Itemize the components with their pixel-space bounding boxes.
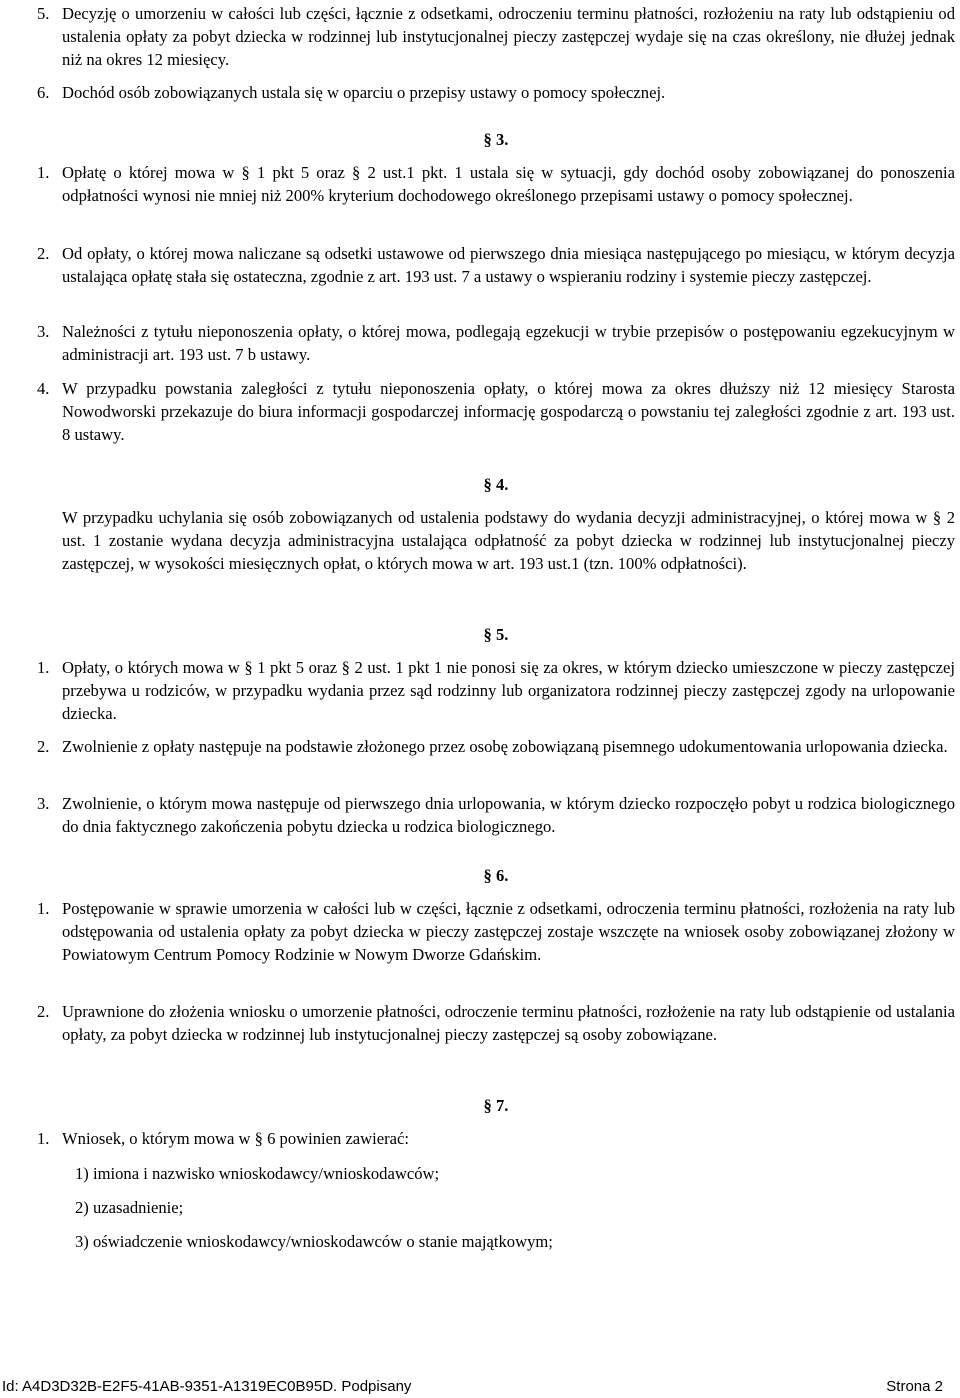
item-number: 3. xyxy=(37,794,50,813)
page-number: Strona 2 xyxy=(886,1378,943,1395)
item-text: W przypadku powstania zaległości z tytułu nieponoszenia opłaty, o której mowa za okres dłuższy niż 12 miesięcy Starosta Nowodworski przekazuje do biura informacji gospodarczej informację gospodarczą o powstaniu tej zaległości zgodnie z art. 193 ust. 8 ustawy. xyxy=(62,379,955,444)
item-number: 2. xyxy=(37,244,50,263)
paragraph-number: 6. xyxy=(37,83,50,102)
item-text: Od opłaty, o której mowa naliczane są odsetki ustawowe od pierwszego dnia miesiąca następującego po miesiącu, w którym decyzja ustalająca opłatę stała się ostateczna, zgodnie z art. 193 ust. 7 a ustawy o wspieraniu rodziny i systemie pieczy zastępczej. xyxy=(62,244,955,286)
list-item-2: 2) uzasadnienie; xyxy=(75,1198,184,1217)
section-5-item-2 xyxy=(37,735,955,758)
section-heading-5: § 5. xyxy=(483,625,509,644)
item-number: 3. xyxy=(37,322,50,341)
section-3-item-3 xyxy=(37,320,955,366)
paragraph-number: 5. xyxy=(37,4,50,23)
item-number: 2. xyxy=(37,1002,50,1021)
section-heading-3: § 3. xyxy=(483,130,509,149)
paragraph-6 xyxy=(37,81,955,104)
item-number: 1. xyxy=(37,899,50,918)
document-id: Id: A4D3D32B-E2F5-41AB-9351-A1319EC0B95D. Podpisany xyxy=(2,1378,412,1395)
section-3-item-4 xyxy=(37,377,955,446)
item-text: Postępowanie w sprawie umorzenia w całości lub w części, łącznie z odsetkami, odroczenia terminu płatności, rozłożenia na raty lub odstępowania od ustalenia opłaty za pobyt dziecka w pieczy zastępczej zostaje wszczęte na wniosek osoby zobowiązanej złożony w Powiatowym Centrum Pomocy Rodzinie w Nowym Dworze Gdańskim. xyxy=(62,899,955,964)
paragraph-5 xyxy=(37,2,955,71)
section-7-item-1 xyxy=(37,1127,955,1150)
section-6-item-1 xyxy=(37,897,955,966)
section-heading-7: § 7. xyxy=(483,1096,509,1115)
item-text: Opłatę o której mowa w § 1 pkt 5 oraz § 2 ust.1 pkt. 1 ustala się w sytuacji, gdy dochód osoby zobowiązanej do ponoszenia odpłatności wynosi nie mniej niż 200% kryterium dochodowego określonego przepisami ustawy o pomocy społecznej. xyxy=(62,163,955,205)
section-5-item-1 xyxy=(37,656,955,725)
item-text: Zwolnienie z opłaty następuje na podstawie złożonego przez osobę zobowiązaną pisemnego udokumentowania urlopowania dziecka. xyxy=(62,737,948,756)
section-3-item-2 xyxy=(37,242,955,288)
item-number: 1. xyxy=(37,1129,50,1148)
item-text: Zwolnienie, o którym mowa następuje od pierwszego dnia urlopowania, w którym dziecko rozpoczęło pobyt u rodzica biologicznego do dnia faktycznego zakończenia pobytu dziecka u rodzica biologicznego. xyxy=(62,794,955,836)
section-3-item-1 xyxy=(37,161,955,207)
section-5-item-3 xyxy=(37,792,955,838)
item-text: Wniosek, o którym mowa w § 6 powinien zawierać: xyxy=(62,1129,409,1148)
section-heading-6: § 6. xyxy=(483,866,509,885)
section-6-item-2 xyxy=(37,1000,955,1046)
item-text: Uprawnione do złożenia wniosku o umorzenie płatności, odroczenie terminu płatności, rozłożenie na raty lub odstąpienie od ustalania opłaty, za pobyt dziecka w rodzinnej lub instytucjonalnej pieczy zastępczej są osoby zobowiązane. xyxy=(62,1002,955,1044)
item-number: 2. xyxy=(37,737,50,756)
section-4-paragraph: W przypadku uchylania się osób zobowiązanych od ustalenia podstawy do wydania decyzji administracyjnej, o której mowa w § 2 ust. 1 zostanie wydana decyzja administracyjna ustalająca odpłatność za pobyt dziecka w rodzinnej lub instytucjonalnej pieczy zastępczej, w wysokości miesięcznych opłat, o których mowa w art. 193 ust.1 (tzn. 100% odpłatności). xyxy=(62,508,955,573)
item-text: Należności z tytułu nieponoszenia opłaty, o której mowa, podlegają egzekucji w trybie przepisów o postępowaniu egzekucyjnym w administracji art. 193 ust. 7 b ustawy. xyxy=(62,322,955,364)
section-heading-4: § 4. xyxy=(483,475,509,494)
item-number: 4. xyxy=(37,379,50,398)
item-number: 1. xyxy=(37,163,50,182)
list-item-1: 1) imiona i nazwisko wnioskodawcy/wnioskodawców; xyxy=(75,1164,440,1183)
paragraph-text: Dochód osób zobowiązanych ustala się w oparciu o przepisy ustawy o pomocy społecznej. xyxy=(62,83,666,102)
item-number: 1. xyxy=(37,658,50,677)
paragraph-text: Decyzję o umorzeniu w całości lub części, łącznie z odsetkami, odroczeniu terminu płatności, rozłożeniu na raty lub odstąpieniu od ustalenia opłaty za pobyt dziecka w rodzinnej lub instytucjonalnej pieczy zastępczej wydaje się na czas określony, nie dłużej jednak niż na okres 12 miesięcy. xyxy=(62,4,955,69)
list-item-3: 3) oświadczenie wnioskodawcy/wnioskodawców o stanie majątkowym; xyxy=(75,1232,553,1251)
item-text: Opłaty, o których mowa w § 1 pkt 5 oraz § 2 ust. 1 pkt 1 nie ponosi się za okres, w którym dziecko umieszczone w pieczy zastępczej przebywa u rodziców, w przypadku wydania przez sąd rodzinny lub organizatora rodzinnej pieczy zastępczej zgody na urlopowanie dziecka. xyxy=(62,658,955,723)
